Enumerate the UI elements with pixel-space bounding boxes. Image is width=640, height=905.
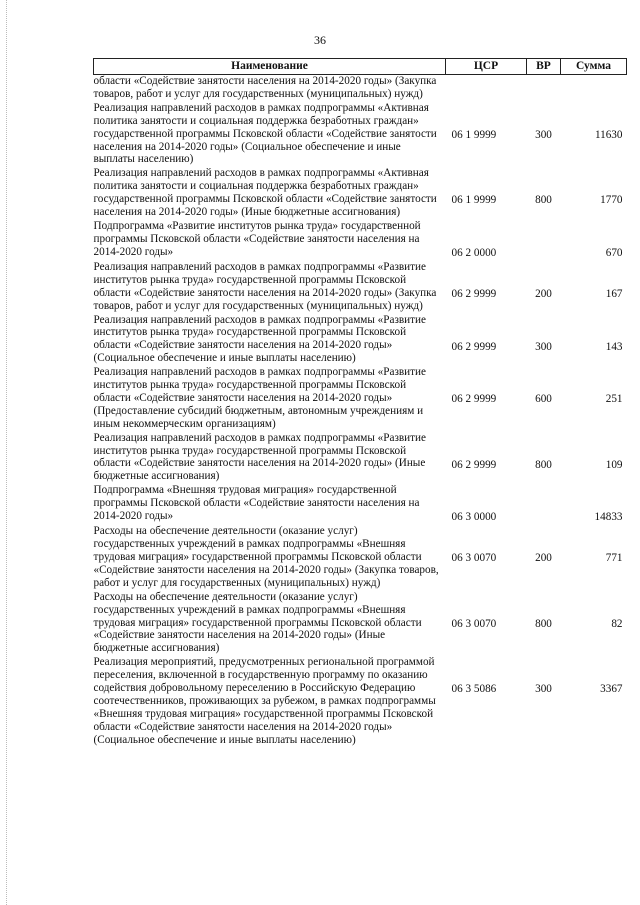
table-row (94, 102, 627, 168)
table-row (94, 314, 627, 367)
cell-csr (446, 75, 527, 102)
header-vr: ВР (527, 59, 561, 75)
cell-sum: 82 (611, 617, 623, 630)
header-sum: Сумма (561, 59, 627, 75)
cell-name: области «Содействие занятости населения на 2014-2020 годы» (Закупка товаров, работ и услуг для государственных (муниципальных) нужд) (93, 75, 437, 100)
table-row (94, 167, 627, 220)
table-row (94, 220, 627, 261)
cell-vr: 600 (535, 393, 552, 406)
cell-sum: 1770 (600, 194, 623, 207)
cell-vr (527, 484, 561, 525)
cell-sum: 143 (605, 340, 623, 353)
cell-name: Подпрограмма «Развитие институтов рынка труда» государственной программы Псковской области «Содействие занятости населения на 2014-2020 годы» (93, 219, 421, 258)
header-csr: ЦСР (446, 59, 527, 75)
cell-sum: 3367 (600, 683, 623, 696)
table-row (94, 366, 627, 432)
cell-name: Расходы на обеспечение деятельности (оказание услуг) государственных учреждений в рамках подпрограммы «Внешняя трудовая миграция» государственной программы Псковской области «Содействие занятости населения на 2014-2020 годы» (Закупка товаров, работ и услуг для государственных (муниципальных) нужд) (93, 525, 439, 589)
cell-vr: 800 (535, 617, 552, 630)
page-edge-line (6, 0, 8, 905)
cell-name: Реализация направлений расходов в рамках подпрограммы «Развитие институтов рынка труда» государственной программы Псковской области «Содействие занятости населения на 2014-2020 годы» (Социальное обеспечение и иные выплаты населению) (93, 313, 426, 365)
cell-vr (527, 75, 561, 102)
cell-sum (561, 75, 627, 102)
cell-name: Реализация направлений расходов в рамках подпрограммы «Развитие институтов рынка труда» государственной программы Псковской области «Содействие занятости населения на 2014-2020 годы» (Закупка товаров, работ и услуг для государственных (муниципальных) нужд) (93, 260, 437, 312)
cell-name: Реализация направлений расходов в рамках подпрограммы «Развитие институтов рынка труда» государственной программы Псковской области «Содействие занятости населения на 2014-2020 годы» (Предоставление субсидий бюджетным, автономным учреждениям и иным некоммерческим организациям) (93, 366, 426, 430)
cell-sum: 14833 (594, 511, 623, 524)
cell-sum: 109 (605, 458, 623, 471)
table-row (94, 656, 627, 747)
header-name: Наименование (94, 59, 446, 75)
cell-csr: 06 2 9999 (451, 287, 497, 300)
cell-vr: 300 (535, 128, 552, 141)
cell-vr (527, 220, 561, 261)
table-row (94, 432, 627, 485)
cell-name: Реализация направлений расходов в рамках подпрограммы «Активная политика занятости и социальная поддержка безработных граждан» государственной программы Псковской области «Содействие занятости населения на 2014-2020 годы» (Социальное обеспечение и иные выплаты населению) (93, 101, 437, 166)
cell-vr: 200 (535, 552, 552, 565)
cell-sum: 167 (605, 287, 623, 300)
cell-name: Реализация направлений расходов в рамках подпрограммы «Активная политика занятости и социальная поддержка безработных граждан» государственной программы Псковской области «Содействие занятости населения на 2014-2020 годы» (Иные бюджетные ассигнования) (93, 167, 437, 219)
cell-vr: 300 (535, 683, 552, 696)
cell-vr: 800 (535, 458, 552, 471)
cell-csr: 06 1 9999 (451, 194, 497, 207)
page-number: 36 (314, 33, 326, 47)
table-row (94, 591, 627, 657)
cell-csr: 06 3 5086 (451, 683, 497, 696)
table-row (94, 525, 627, 591)
cell-csr: 06 2 9999 (451, 458, 497, 471)
table-row (94, 261, 627, 314)
cell-name: Расходы на обеспечение деятельности (оказание услуг) государственных учреждений в рамках подпрограммы «Внешняя трудовая миграция» государственной программы Псковской области «Содействие занятости населения на 2014-2020 годы» (Иные бюджетные ассигнования) (93, 590, 422, 655)
cell-sum: 251 (605, 393, 623, 406)
cell-name: Реализация направлений расходов в рамках подпрограммы «Развитие институтов рынка труда» государственной программы Псковской области «Содействие занятости населения на 2014-2020 годы» (Иные бюджетные ассигнования) (93, 431, 426, 483)
cell-vr: 800 (535, 194, 552, 207)
cell-sum: 670 (605, 246, 623, 259)
cell-csr: 06 2 0000 (451, 246, 497, 259)
cell-csr: 06 1 9999 (451, 128, 497, 141)
cell-sum: 11630 (594, 128, 623, 141)
cell-vr: 300 (535, 340, 552, 353)
cell-csr: 06 2 9999 (451, 393, 497, 406)
cell-csr: 06 3 0070 (451, 617, 497, 630)
table-row (94, 484, 627, 525)
cell-sum: 771 (605, 552, 623, 565)
table-row (94, 75, 627, 102)
cell-name: Реализация мероприятий, предусмотренных региональной программой переселения, включенной в государственную программу по оказанию содействия добровольному переселению в Российскую Федерацию соотечественников, проживающих за рубежом, в рамках подпрограммы «Внешняя трудовая миграция» государственной программы Псковской области «Содействие занятости населения на 2014-2020 годы» (Социальное обеспечение и иные выплаты населению) (93, 656, 436, 746)
cell-csr: 06 3 0000 (451, 511, 497, 524)
cell-vr: 200 (535, 287, 552, 300)
table-header-row (94, 59, 627, 75)
budget-table (93, 58, 627, 748)
cell-csr: 06 2 9999 (451, 340, 497, 353)
cell-name: Подпрограмма «Внешняя трудовая миграция» государственной программы Псковской области «Содействие занятости населения на 2014-2020 годы» (93, 484, 420, 523)
cell-csr: 06 3 0070 (451, 552, 497, 565)
